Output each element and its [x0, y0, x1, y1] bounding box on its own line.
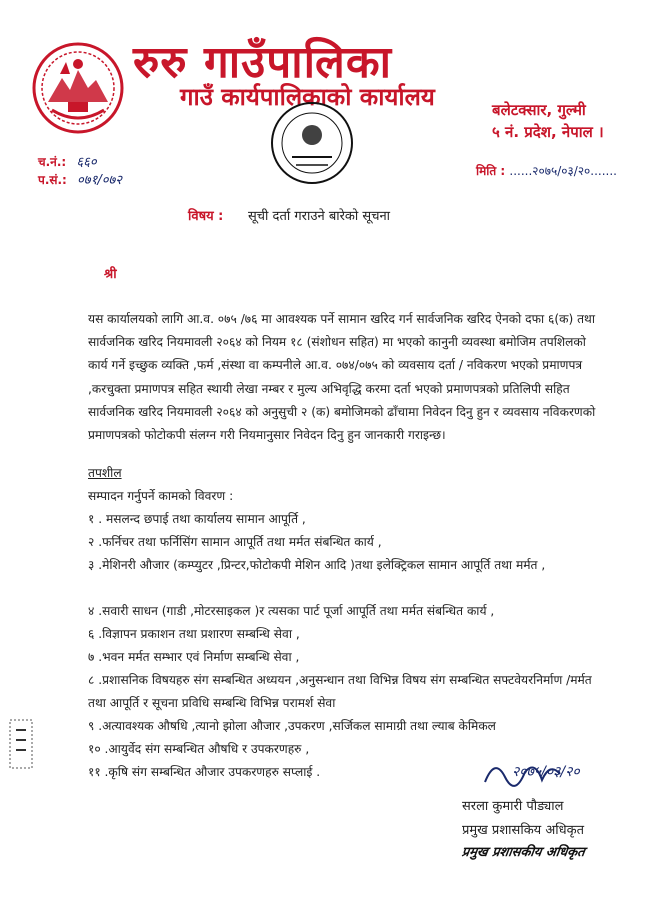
office-subtitle: गाउँ कार्यपालिकाको कार्यालय — [180, 83, 435, 111]
date-label: मिति : — [476, 164, 506, 178]
list-item: ६ .विज्ञापन प्रकाशन तथा प्रशारण सम्बन्धि सेवा , — [88, 627, 300, 641]
address-line-2: ५ नं. प्रदेश, नेपाल । — [492, 123, 604, 141]
address-line-1: बलेटक्सार, गुल्मी — [492, 101, 586, 119]
details-intro: सम्पादन गर्नुपर्ने कामको विवरण : — [88, 489, 234, 503]
cha-value: ६६० — [76, 155, 97, 170]
list-item: १० .आयुर्वेद संग सम्बन्धित औषधि र उपकरणहरु , — [88, 742, 310, 756]
signature-date: २०७५/०३/२० — [512, 764, 580, 780]
cha-label: च.नं.: — [38, 155, 67, 169]
list-item: ४ .सवारी साधन (गाडी ,मोटरसाइकल )र त्यसका पार्ट पूर्जा आपूर्ति तथा मर्मत संबन्धित कार्य , — [88, 604, 495, 618]
details-heading: तपशील — [88, 466, 122, 480]
reference-pa — [38, 170, 122, 188]
office-stamp-icon — [262, 95, 362, 195]
edge-stamp-icon — [8, 718, 36, 770]
list-item: ८ .प्रशासनिक विषयहरु संग सम्बन्धित अध्ययन ,अनुसन्धान तथा विभिन्न विषय संग सम्बन्धित सफ्टवेयरनिर्माण /मर्मत तथा आपूर्ति र सूचना प्रविधि सम्बन्धि विभिन्न परामर्श सेवा — [88, 673, 592, 711]
list-item: ३ .मेशिनरी औजार (कम्प्युटर ,प्रिन्टर,फोटोकपी मेशिन आदि )तथा इलेक्ट्रिकल सामान आपूर्ति तथा मर्मत , — [88, 558, 546, 572]
list-item: ९ .अत्यावश्यक औषधि ,त्यानो झोला औजार ,उपकरण ,सर्जिकल सामाग्री तथा ल्याब केमिकल — [88, 719, 496, 733]
designation-stamp: प्रमुख प्रशासकीय अधिकृत — [460, 845, 586, 860]
pa-value: ०७१/०७२ — [77, 173, 122, 188]
list-item: १ . मसलन्द छपाई तथा कार्यालय सामान आपूर्ति , — [88, 512, 306, 526]
signatory-title: प्रमुख प्रशासकिय अधिकृत — [462, 823, 585, 838]
date-line — [476, 162, 617, 179]
list-item: २ .फर्निचर तथा फर्निसिंग सामान आपूर्ति तथा मर्मत संबन्धित कार्य , — [88, 535, 382, 549]
municipality-title: रुरु गाउँपालिका — [133, 37, 393, 88]
list-item: ७ .भवन मर्मत सम्भार एवं निर्माण सम्बन्धि सेवा , — [88, 650, 300, 664]
nepal-coat-of-arms-icon — [30, 40, 126, 136]
pa-label: प.सं.: — [38, 173, 67, 187]
reference-cha — [38, 152, 97, 170]
subject-label: विषय : — [188, 209, 224, 224]
signatory-name: सरला कुमारी पौड्याल — [462, 799, 564, 814]
body-paragraph: यस कार्यालयको लागि आ.व. ०७५ /७६ मा आवश्यक पर्ने सामान खरिद गर्न सार्वजनिक खरिद ऐनको दफा ६(क) तथा सार्वजनिक खरिद नियमावली २०६४ को नियम १८ (संशोधन सहित) मा भएको कानुनी व्यवस्था बमोजिम तपशिलको कार्य गर्ने इच्छुक व्यक्ति ,फर्म ,संस्था वा कम्पनीले आ.व. ०७४/०७५ को व्यवसाय दर्ता / नविकरण भएको प्रमाणपत्र ,करचुक्ता प्रमाणपत्र सहित स्थायी लेखा नम्बर र मुल्य अभिवृद्धि करमा दर्ता भएको प्रमाणपत्रको प्रतिलिपी सहित सार्वजनिक खरिद नियमावली २०६४ को अनुसुची २ (क) बमोजिमको ढाँचामा निवेदन दिनु हुन र व्यवसाय नविकरणको प्रमाणपत्रको फोटोकपी संलग्न गरी नियमानुसार निवेदन दिनु हुन जानकारी गराइन्छ। — [88, 312, 596, 443]
date-value: ......२०७५/०३/२०....... — [509, 164, 618, 178]
list-item: ११ .कृषि संग सम्बन्धित औजार उपकरणहरु सप्लाई . — [88, 765, 321, 779]
subject-text: सूची दर्ता गराउने बारेको सूचना — [248, 209, 391, 224]
salutation: श्री — [104, 267, 117, 282]
